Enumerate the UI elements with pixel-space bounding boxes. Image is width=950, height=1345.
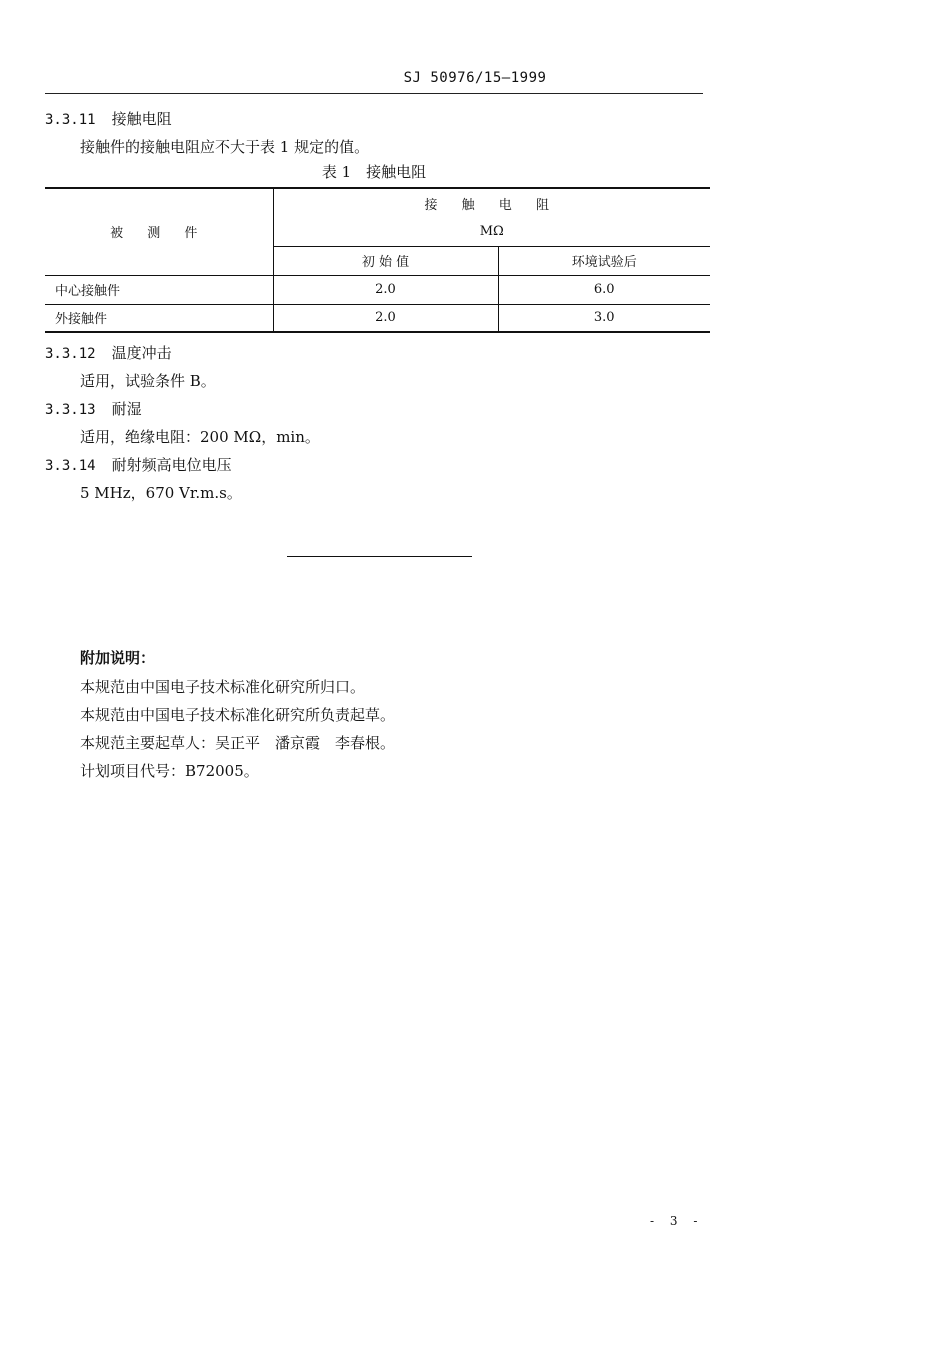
table-row	[45, 275, 710, 304]
section-number: 3.3.13	[45, 402, 96, 418]
section-3-3-13-body: 适用，绝缘电阻：200 MΩ，min。	[80, 428, 320, 446]
section-3-3-13-heading	[45, 398, 142, 419]
note-line: 本规范由中国电子技术标准化研究所归口。	[80, 678, 366, 696]
group-header: 接 触 电 阻	[273, 188, 710, 217]
document-header: SJ 50976/15—1999	[403, 70, 547, 86]
end-of-text-rule	[287, 556, 472, 557]
section-title: 温度冲击	[111, 344, 172, 362]
row-label: 中心接触件	[45, 275, 273, 304]
unit-header: MΩ	[273, 217, 710, 246]
section-number: 3.3.12	[45, 346, 96, 362]
note-line: 计划项目代号：B72005。	[80, 762, 259, 780]
row-header: 被 测 件	[110, 226, 208, 242]
section-title: 接触电阻	[111, 110, 172, 128]
section-title: 耐射频高电位电压	[111, 456, 232, 474]
cell-value: 3.0	[498, 304, 710, 332]
contact-resistance-table	[45, 187, 710, 333]
section-title: 耐湿	[111, 400, 142, 418]
cell-value: 6.0	[498, 275, 710, 304]
header-rule	[45, 93, 703, 94]
table-caption: 表 1 接触电阻	[321, 163, 427, 181]
column-header-after-env: 环境试验后	[498, 246, 710, 275]
section-number: 3.3.14	[45, 458, 96, 474]
section-3-3-11-heading	[45, 108, 172, 129]
cell-value: 2.0	[273, 275, 498, 304]
note-line: 本规范由中国电子技术标准化研究所负责起草。	[80, 706, 396, 724]
row-header-cell	[45, 188, 273, 275]
section-3-3-11-body: 接触件的接触电阻应不大于表 1 规定的值。	[80, 138, 370, 156]
section-3-3-14-heading	[45, 454, 232, 475]
cell-value: 2.0	[273, 304, 498, 332]
section-3-3-12-body: 适用，试验条件 B。	[80, 372, 216, 390]
page-number: - 3 -	[650, 1214, 704, 1228]
section-3-3-14-body: 5 MHz，670 Vr.m.s。	[80, 484, 242, 502]
section-3-3-12-heading	[45, 342, 172, 363]
row-label: 外接触件	[45, 304, 273, 332]
notes-title: 附加说明：	[80, 649, 156, 667]
table-row	[45, 304, 710, 332]
note-line: 本规范主要起草人：吴正平 潘京霞 李春根。	[80, 734, 396, 752]
column-header-initial: 初 始 值	[273, 246, 498, 275]
section-number: 3.3.11	[45, 112, 96, 128]
